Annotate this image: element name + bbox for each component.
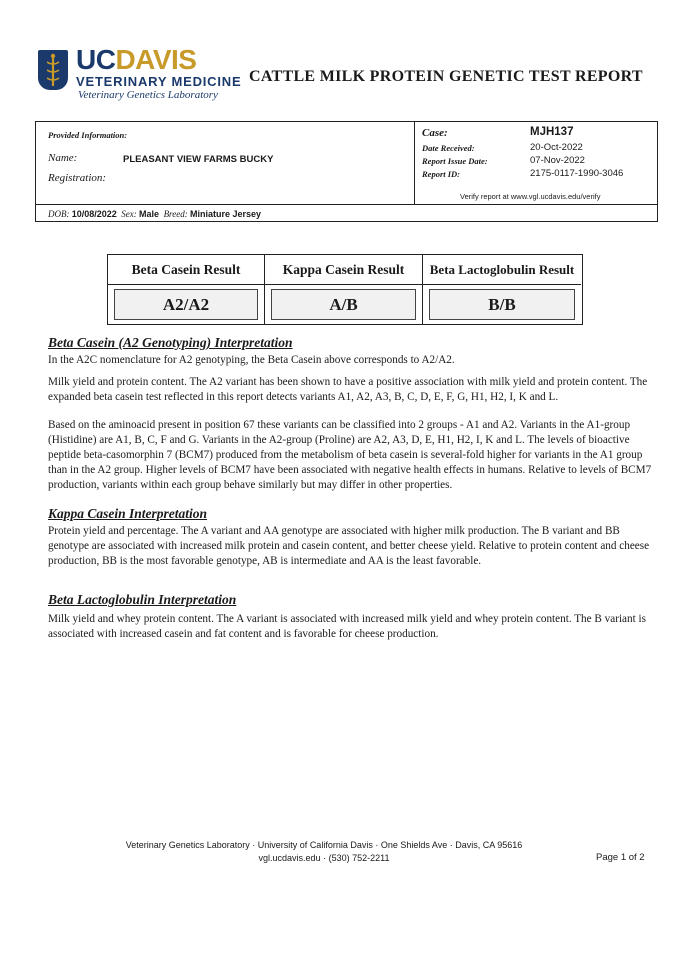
lab-name: Veterinary Genetics Laboratory — [78, 89, 218, 101]
kappa-casein-result-column — [265, 255, 423, 324]
verify-report-link[interactable]: Verify report at www.vgl.ucdavis.edu/verify — [460, 192, 601, 201]
info-divider-horizontal — [36, 204, 657, 205]
beta-casein-result-header: Beta Casein Result — [108, 255, 264, 285]
beta-lacto-paragraph: Milk yield and whey protein content. The A variant is associated with increased milk yield and whey protein content. The B variant is associated with increased casein and fat content and is favorable for cheese production. — [48, 613, 646, 640]
dob-value: 10/08/2022 — [71, 209, 117, 219]
report-id-value: 2175-0117-1990-3046 — [530, 168, 624, 179]
breed-label: Breed: — [163, 209, 188, 219]
results-table — [107, 254, 583, 325]
footer-address: Veterinary Genetics Laboratory · University of California Davis · One Shields Ave · Davis, CA 95616 — [125, 840, 523, 850]
provided-info-box — [35, 121, 658, 222]
registration-label: Registration: — [48, 172, 107, 184]
kappa-casein-result-value: A/B — [271, 289, 416, 320]
name-label: Name: — [48, 152, 78, 164]
name-value: PLEASANT VIEW FARMS BUCKY — [123, 154, 274, 165]
beta-casein-paragraph-2: Milk yield and protein content. The A2 variant has been shown to have a positive association with milk yield and protein content. The expanded beta casein test reflected in this report detects variants A1, A2, A3, B, C, D, E, F, G, H1, H2, I, K and L. — [48, 376, 648, 403]
provided-info-label: Provided Information: — [48, 130, 128, 140]
issue-date-label: Report Issue Date: — [422, 156, 488, 166]
kappa-casein-paragraph: Protein yield and percentage. The A variant and AA genotype are associated with higher milk production. The B variant and BB genotype are associated with increased milk protein and casein content, and better cheese yield. Relative to protein content and cheese production, BB is the most favorable genotype, AB is intermediate and AA is the least favorable. — [48, 525, 650, 567]
sex-label: Sex: — [121, 209, 137, 219]
case-value: MJH137 — [530, 126, 574, 138]
kappa-casein-section-title: Kappa Casein Interpretation — [48, 506, 208, 521]
beta-casein-result-column — [108, 255, 265, 324]
date-received-label: Date Received: — [422, 143, 475, 153]
beta-lacto-result-column — [423, 255, 581, 324]
animal-details — [48, 209, 261, 219]
kappa-casein-result-header: Kappa Casein Result — [265, 255, 422, 285]
footer-contact: vgl.ucdavis.edu · (530) 752-2211 — [258, 853, 390, 863]
beta-casein-section-title: Beta Casein (A2 Genotyping) Interpretation — [48, 335, 293, 350]
page-number: Page 1 of 2 — [596, 852, 645, 863]
ucdavis-wordmark: UCDAVIS — [76, 44, 197, 75]
caduceus-icon — [38, 50, 68, 90]
date-received-value: 20-Oct-2022 — [530, 142, 583, 153]
beta-lacto-result-value: B/B — [429, 289, 575, 320]
vetmed-wordmark: VETERINARY MEDICINE — [76, 74, 242, 89]
dob-label: DOB: — [48, 209, 70, 219]
sex-value: Male — [139, 209, 160, 219]
beta-lacto-result-header: Beta Lactoglobulin Result — [423, 255, 581, 285]
ucdavis-shield-logo — [38, 50, 68, 90]
case-label: Case: — [422, 127, 448, 139]
report-title: CATTLE MILK PROTEIN GENETIC TEST REPORT — [249, 68, 643, 85]
breed-value: Miniature Jersey — [189, 209, 262, 219]
beta-casein-result-value: A2/A2 — [114, 289, 258, 320]
beta-casein-paragraph-1: In the A2C nomenclature for A2 genotyping, the Beta Casein above corresponds to A2/A2. — [48, 354, 455, 366]
issue-date-value: 07-Nov-2022 — [530, 155, 585, 166]
beta-lacto-section-title: Beta Lactoglobulin Interpretation — [48, 592, 237, 607]
beta-casein-paragraph-3: Based on the aminoacid present in position 67 these variants can be classified into 2 groups - A1 and A2. Variants in the A1-group (Histidine) are A1, B, C, F and G. Variants in the A2-group (Proline) are A2, A3, D, E, H1, H2, I, K and L. The levels of bioactive peptide beta-casomorphin 7 (BCM7) produced from the metabolism of beta casein is several-fold higher for variants in the A1 group than in the A2 group. Higher levels of BCM7 have been associated with negative health effects in humans. Relative to levels of BCM7 production, variants within each group behave similarly but may differ in other properties. — [48, 419, 652, 491]
info-divider-vertical — [414, 122, 415, 204]
report-id-label: Report ID: — [422, 169, 461, 179]
